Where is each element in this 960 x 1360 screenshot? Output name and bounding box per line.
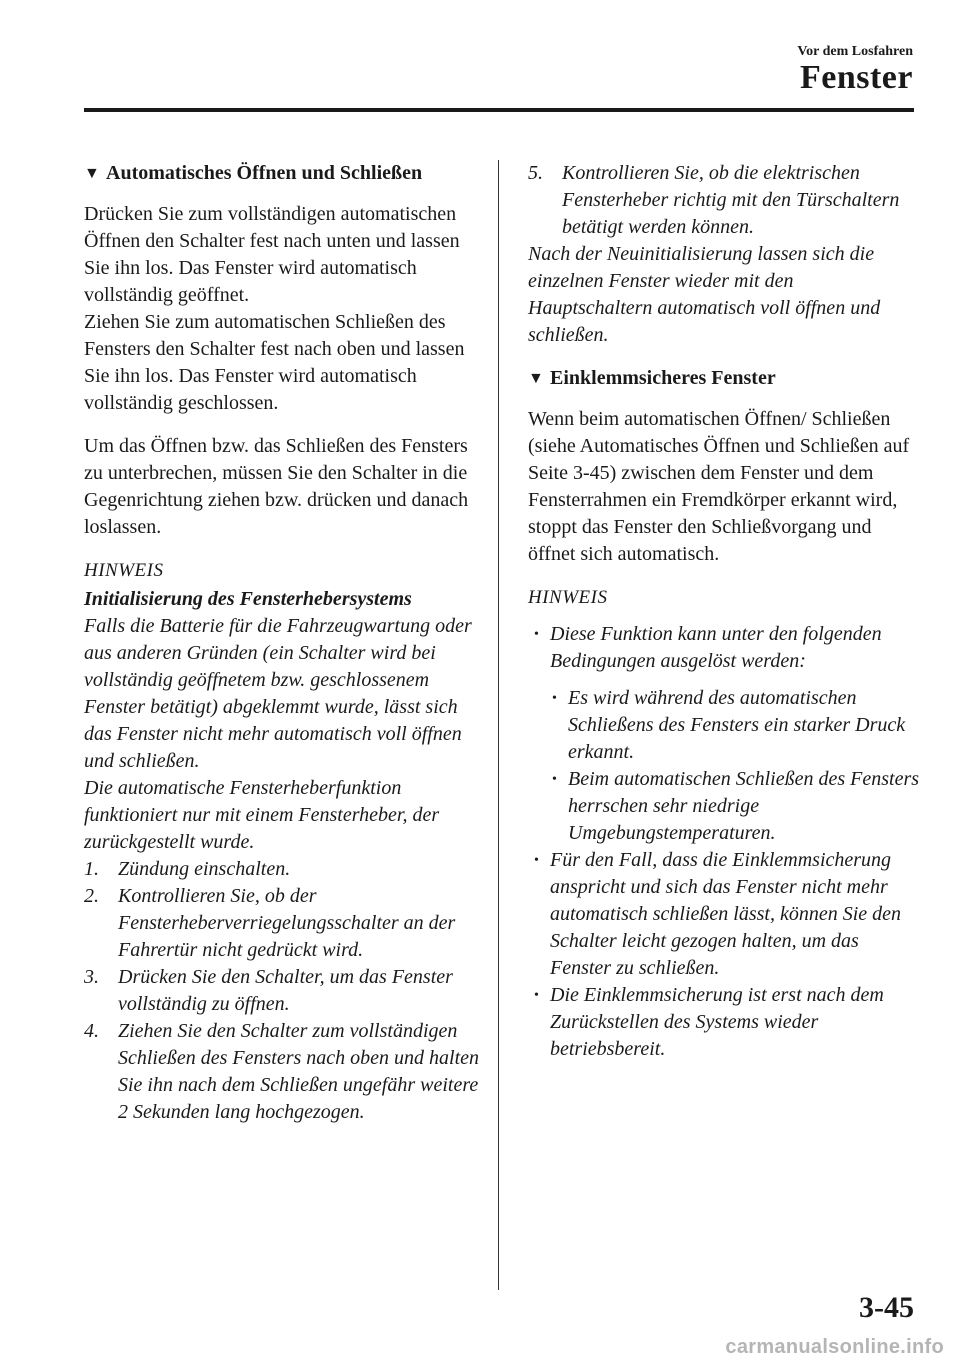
step-text: Kontrollieren Sie, ob die elektrischen Fensterheber richtig mit den Türschaltern betätigt werden können.: [562, 162, 900, 238]
sub-bullet-item: [528, 685, 920, 766]
step-text: Zündung einschalten.: [118, 858, 291, 880]
triangle-down-icon: ▼: [528, 370, 544, 387]
step-number: 3.: [84, 966, 99, 988]
right-column: [528, 160, 920, 1063]
bullet-text: Diese Funktion kann unter den folgenden Bedingungen ausgelöst werden:: [550, 623, 882, 672]
bullet-text: Es wird während des automatischen Schließens des Fensters ein starker Druck erkannt.: [568, 687, 906, 763]
note-paragraph-after-steps: Nach der Neuinitialisierung lassen sich die einzelnen Fenster wieder mit den Hauptschaltern automatisch voll öffnen und schließen.: [528, 243, 881, 346]
bullet-text: Beim automatischen Schließen des Fensters herrschen sehr niedrige Umgebungstemperaturen.: [568, 768, 920, 844]
bullet-item: [528, 621, 920, 675]
step-item: [84, 856, 480, 883]
step-number: 4.: [84, 1020, 99, 1042]
sub-bullet-item: [528, 766, 920, 847]
paragraph-open: Drücken Sie zum vollständigen automatischen Öffnen den Schalter fest nach unten und lassen Sie ihn los. Das Fenster wird automatisch vollständig geöffnet.: [84, 203, 460, 306]
step-item: [528, 160, 920, 241]
note-block-initialization: [84, 557, 480, 1126]
page-number: 3-45: [859, 1291, 914, 1324]
heading-text: Automatisches Öffnen und Schließen: [106, 162, 423, 184]
triangle-down-icon: ▼: [84, 165, 100, 182]
paragraph-interrupt: Um das Öffnen bzw. das Schließen des Fensters zu unterbrechen, müssen Sie den Schalter in die Gegenrichtung ziehen bzw. drücken und danach loslassen.: [84, 435, 469, 538]
bullet-icon: •: [552, 691, 557, 706]
bullet-icon: •: [534, 853, 539, 868]
step-number: 1.: [84, 858, 99, 880]
note-subheading: Initialisierung des Fensterhebersystems: [84, 588, 412, 610]
bullet-text: Für den Fall, dass die Einklemmsicherung anspricht und sich das Fenster nicht mehr automatisch schließen lässt, können Sie den Schalter leicht gezogen halten, um das Fenster zu schließen.: [550, 849, 902, 979]
bullet-text: Die Einklemmsicherung ist erst nach dem Zurückstellen des Systems wieder betriebsbereit.: [550, 984, 884, 1060]
page-title: Fenster: [799, 59, 913, 96]
section-heading-auto-open-close: [84, 160, 480, 187]
section-heading-anti-pinch: [528, 365, 920, 392]
step-number: 2.: [84, 885, 99, 907]
note-block-anti-pinch: [528, 584, 920, 1063]
paragraph-anti-pinch: Wenn beim automatischen Öffnen/ Schließen (siehe Automatisches Öffnen und Schließen auf Seite 3-45) zwischen dem Fenster und dem Fensterrahmen ein Fremdkörper erkannt wird, stoppt das Fenster den Schließvorgang und öffnet sich automatisch.: [528, 408, 910, 565]
bullet-icon: •: [534, 627, 539, 642]
bullet-item: [528, 847, 920, 982]
bullet-item: [528, 982, 920, 1063]
bullet-icon: •: [552, 772, 557, 787]
step-text: Ziehen Sie den Schalter zum vollständigen Schließen des Fensters nach oben und halten Sie ihn nach dem Schließen ungefähr weitere 2 Sekunden lang hochgezogen.: [118, 1020, 480, 1123]
step-text: Kontrollieren Sie, ob der Fensterheberverriegelungsschalter an der Fahrertür nicht gedrückt wird.: [118, 885, 456, 961]
note-label: HINWEIS: [84, 560, 164, 581]
section-label: Vor dem Losfahren: [797, 44, 913, 59]
bullet-icon: •: [534, 988, 539, 1003]
column-divider: [498, 160, 499, 1290]
header-divider: [84, 108, 914, 112]
step-item: [84, 964, 480, 1018]
paragraph-close: Ziehen Sie zum automatischen Schließen des Fensters den Schalter fest nach oben und lassen Sie ihn los. Das Fenster wird automatisch vollständig geschlossen.: [84, 311, 465, 414]
watermark: carmanualsonline.info: [725, 1336, 944, 1358]
step-item: [84, 883, 480, 964]
step-number: 5.: [528, 162, 543, 184]
note-paragraph: Falls die Batterie für die Fahrzeugwartung oder aus anderen Gründen (ein Schalter wird bei vollständig geöffnetem bzw. geschlossenem Fenster betätigt) abgeklemmt wurde, lässt sich das Fenster nicht mehr automatisch voll öffnen und schließen.: [84, 615, 472, 772]
heading-text: Einklemmsicheres Fenster: [550, 367, 776, 389]
left-column: [84, 160, 480, 1126]
note-paragraph: Die automatische Fensterheberfunktion funktioniert nur mit einem Fensterheber, der zurückgestellt wurde.: [84, 777, 440, 853]
step-text: Drücken Sie den Schalter, um das Fenster vollständig zu öffnen.: [118, 966, 453, 1015]
note-label: HINWEIS: [528, 587, 608, 608]
step-item: [84, 1018, 480, 1126]
